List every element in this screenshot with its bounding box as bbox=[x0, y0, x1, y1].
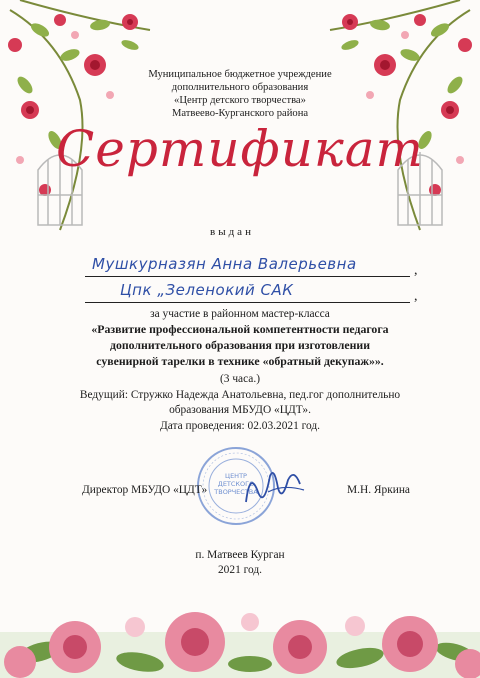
org-line-1: Муниципальное бюджетное учреждение bbox=[148, 69, 332, 80]
topic-line-3: сувенирной тарелки в технике «обратный декупаж»». bbox=[96, 354, 384, 368]
topic-line-2: дополнительного образования при изготовлении bbox=[110, 338, 370, 352]
org-line-3: «Центр детского творчества» bbox=[174, 95, 306, 106]
place-comma: , bbox=[414, 289, 418, 304]
org-line-4: Матвеево-Курганского района bbox=[171, 108, 309, 119]
footer-city: п. Матвеев Курган bbox=[195, 549, 285, 561]
participation-text: за участие в районном мастер-класса bbox=[150, 308, 330, 320]
certificate-title: Сертификат bbox=[56, 120, 424, 178]
director-label: Директор МБУДО «ЦДТ» bbox=[82, 484, 208, 496]
stamp-text: ЦЕНТР ДЕТСКОГО ТВОРЧЕСТВА bbox=[214, 472, 258, 496]
hours-text: (3 часа.) bbox=[219, 373, 260, 385]
issued-label: выдан bbox=[210, 226, 254, 238]
host-line-2: образования МБУДО «ЦДТ». bbox=[169, 404, 311, 416]
place-underline bbox=[85, 302, 410, 303]
event-date: Дата проведения: 02.03.2021 год. bbox=[159, 420, 321, 432]
director-name: М.Н. Яркина bbox=[347, 484, 410, 496]
name-underline bbox=[85, 276, 410, 277]
director-signature bbox=[238, 462, 308, 517]
host-line-1: Ведущий: Стружко Надежда Анатольевна, пед.гог дополнительно bbox=[79, 389, 401, 401]
name-comma: , bbox=[414, 263, 418, 278]
recipient-name: Мушкурназян Анна Валерьевна bbox=[92, 255, 357, 273]
roses-bottom-decoration bbox=[0, 592, 480, 678]
topic-line-1: «Развитие профессиональной компетентности педагога bbox=[91, 322, 389, 336]
footer-year: 2021 год. bbox=[217, 564, 263, 576]
recipient-place: Цпк „Зеленокий САК bbox=[120, 281, 294, 299]
org-line-2: дополнительного образования bbox=[171, 82, 309, 93]
